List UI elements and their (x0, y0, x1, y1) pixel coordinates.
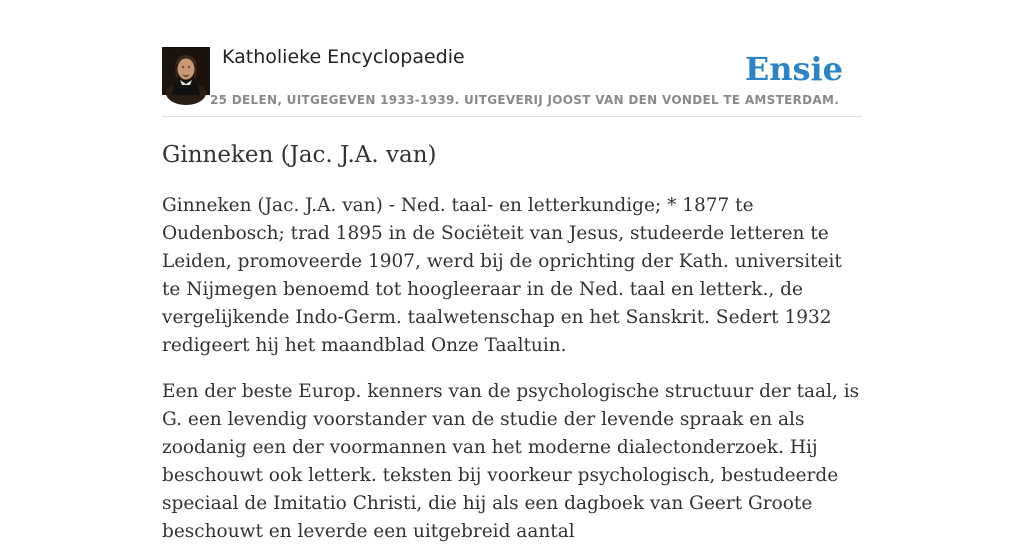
portrait-avatar[interactable] (162, 47, 210, 95)
site-name[interactable]: Katholieke Encyclopaedie (222, 46, 465, 68)
article-paragraph-2: Een der beste Europ. kenners van de psychologische structuur der taal, is G. een levendig voorstander van de studie der levende spraak en als zoodanig een der voormannen van het moderne dialectonderzoek. Hij beschouwt ook letterk. teksten bij voorkeur psychologisch, bestudeerde speciaal de Imitatio Christi, die hij als een dagboek van Geert Groote beschouwt en leverde een uitgebreid aantal (162, 381, 860, 542)
article-paragraph-1: Ginneken (Jac. J.A. van) - Ned. taal- en letterkundige; * 1877 te Oudenbosch; trad 1895 in de Sociëteit van Jesus, studeerde letteren te Leiden, promoveerde 1907, werd bij de oprichting der Kath. universiteit te Nijmegen benoemd tot hoogleeraar in de Ned. taal en letterk., de vergelijkende Indo-Germ. taalwetenschap en het Sanskrit. Sedert 1932 redigeert hij het maandblad Onze Taaltuin. (162, 195, 842, 356)
site-header (162, 46, 862, 117)
site-meta: 25 DELEN, UITGEGEVEN 1933-1939. UITGEVERIJ JOOST VAN DEN VONDEL TE AMSTERDAM. (210, 93, 840, 107)
article-title: Ginneken (Jac. J.A. van) (162, 142, 437, 168)
brand-logo[interactable]: Ensie (744, 50, 843, 88)
article (162, 138, 862, 546)
portrait-icon (162, 47, 210, 95)
